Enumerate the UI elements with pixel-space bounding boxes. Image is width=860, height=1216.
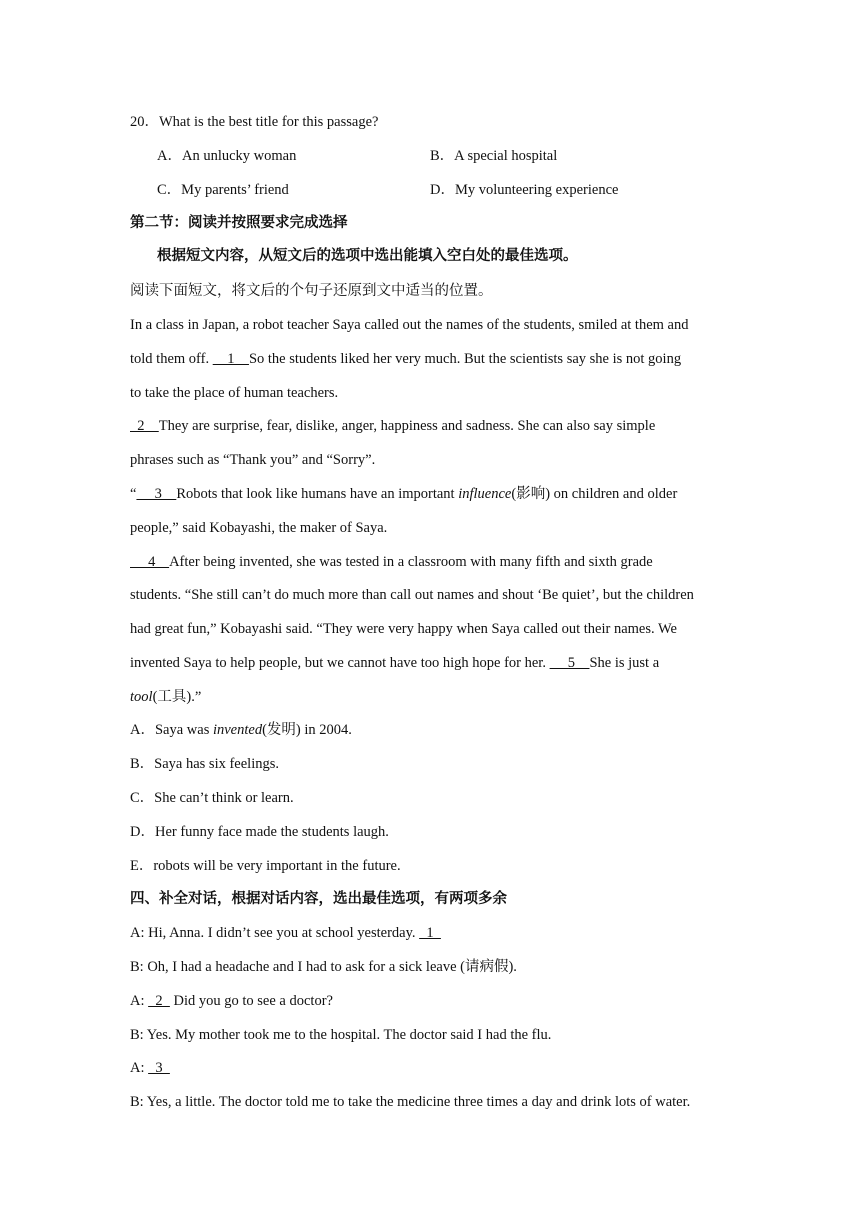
q20-stem: 20．What is the best title for this passage? — [130, 114, 379, 130]
q20-option-b: B．A special hospital — [430, 148, 558, 164]
passage-text: (工具).” — [152, 689, 202, 705]
section2-instruction: 根据短文内容，从短文后的选项中选出能填入空白处的最佳选项。 — [157, 248, 578, 264]
dialogue-blank-3: 3 — [148, 1060, 170, 1076]
blank-5: 5 — [549, 655, 590, 671]
blank-1: 1 — [212, 351, 249, 367]
passage-text: invented Saya to help people, but we cannot have too high hope for her. — [130, 655, 550, 671]
dialogue-line — [130, 991, 333, 1011]
passage-line — [130, 653, 659, 673]
q20-option-c: C．My parents’ friend — [157, 182, 289, 198]
section4-heading: 四、补全对话，根据对话内容，选出最佳选项，有两项多余 — [130, 891, 507, 907]
blank-4: 4 — [130, 554, 170, 570]
passage-text: Robots that look like humans have an important — [176, 486, 459, 502]
passage-emphasis: tool — [130, 689, 153, 705]
choice-text: A．Saya was — [130, 722, 213, 738]
dialogue-blank-1: 1 — [419, 925, 441, 941]
passage-line: people,” said Kobayashi, the maker of Saya. — [130, 520, 388, 536]
passage-line — [130, 484, 677, 504]
passage-line: students. “She still can’t do much more than call out names and shout ‘Be quiet’, but the children — [130, 587, 694, 603]
passage-text: told them off. — [130, 351, 213, 367]
dialogue-line: B: Oh, I had a headache and I had to ask for a sick leave (请病假). — [130, 959, 517, 975]
passage-line — [130, 687, 201, 707]
passage-text: She is just a — [589, 655, 660, 671]
dialogue-line — [130, 923, 441, 943]
dialogue-line — [130, 1058, 170, 1078]
choice-a — [130, 720, 352, 740]
section2-heading: 第二节：阅读并按照要求完成选择 — [130, 215, 348, 231]
q20-option-a: A．An unlucky woman — [157, 148, 297, 164]
passage-line: phrases such as “Thank you” and “Sorry”. — [130, 452, 376, 468]
choice-e: E．robots will be very important in the future. — [130, 858, 401, 874]
dialogue-text: A: — [130, 1060, 149, 1076]
section2-subinstruction: 阅读下面短文，将文后的个句子还原到文中适当的位置。 — [130, 283, 493, 299]
passage-text: (影响) on children and older — [511, 486, 678, 502]
dialogue-text: A: — [130, 993, 149, 1009]
choice-emphasis: invented — [212, 722, 263, 738]
passage-text: “ — [130, 486, 137, 502]
passage-emphasis: influence — [458, 486, 512, 502]
passage-line — [130, 349, 681, 369]
dialogue-blank-2: 2 — [148, 993, 170, 1009]
choice-d: D．Her funny face made the students laugh. — [130, 824, 389, 840]
q20-option-d: D．My volunteering experience — [430, 182, 619, 198]
blank-3: 3 — [136, 486, 177, 502]
blank-2: 2 — [130, 418, 159, 434]
dialogue-line: B: Yes, a little. The doctor told me to take the medicine three times a day and drink lots of water. — [130, 1094, 691, 1110]
passage-line: In a class in Japan, a robot teacher Saya called out the names of the students, smiled at them and — [130, 317, 689, 333]
choice-b: B．Saya has six feelings. — [130, 756, 280, 772]
passage-text: So the students liked her very much. But the scientists say she is not going — [248, 351, 682, 367]
dialogue-line: B: Yes. My mother took me to the hospital. The doctor said I had the flu. — [130, 1027, 552, 1043]
passage-line: to take the place of human teachers. — [130, 385, 339, 401]
passage-line — [130, 416, 655, 436]
passage-line — [130, 552, 653, 572]
dialogue-text: Did you go to see a doctor? — [169, 993, 333, 1009]
passage-line: had great fun,” Kobayashi said. “They were very happy when Saya called out their names. We — [130, 621, 677, 637]
choice-c: C．She can’t think or learn. — [130, 790, 294, 806]
choice-text: (发明) in 2004. — [262, 722, 352, 738]
dialogue-text: A: Hi, Anna. I didn’t see you at school yesterday. — [130, 925, 420, 941]
passage-text: After being invented, she was tested in a classroom with many fifth and sixth grade — [169, 554, 653, 570]
passage-text: They are surprise, fear, dislike, anger, happiness and sadness. She can also say simple — [158, 418, 656, 434]
